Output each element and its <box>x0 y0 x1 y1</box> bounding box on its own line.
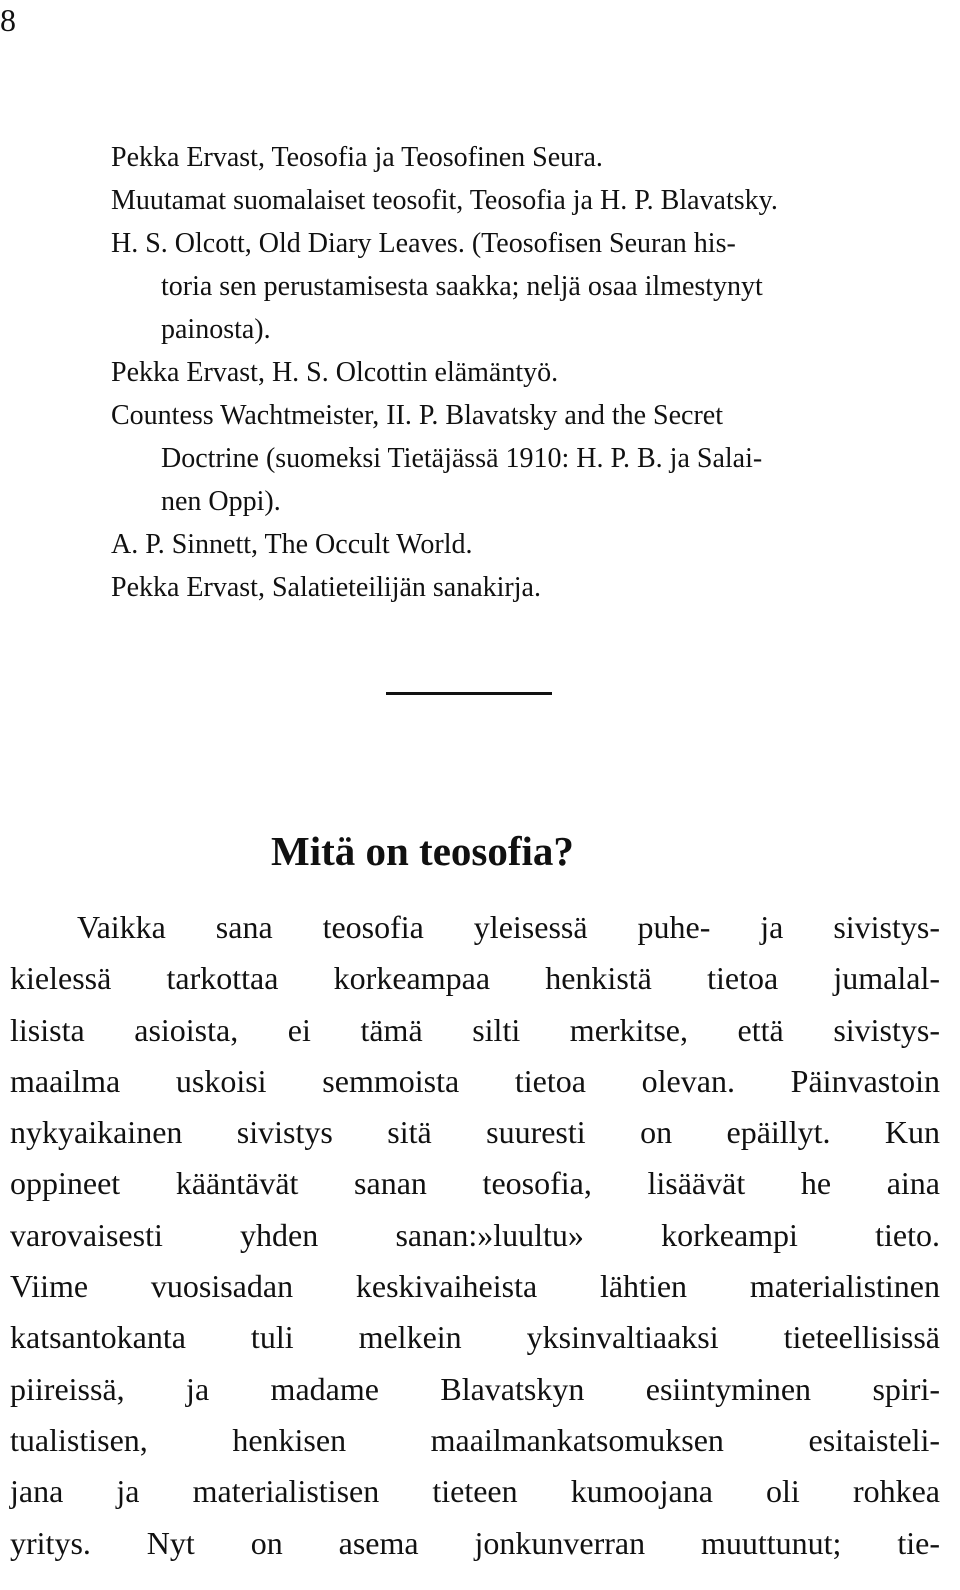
paragraph-line: jana ja materialistisen tieteen kumoojana oli rohkea <box>10 1473 940 1510</box>
paragraph-line: nykyaikainen sivistys sitä suuresti on epäillyt. Kun <box>10 1114 940 1151</box>
bibliography-entry: Muutamat suomalaiset teosofit, Teosofia ja H. P. Blavatsky. <box>111 185 778 216</box>
paragraph-line: oppineet kääntävät sanan teosofia, lisäävät he aina <box>10 1165 940 1202</box>
bibliography-entry: H. S. Olcott, Old Diary Leaves. (Teosofisen Seuran his- <box>111 228 736 259</box>
paragraph-line: kielessä tarkottaa korkeampaa henkistä tietoa jumalal- <box>10 960 940 997</box>
bibliography-entry: Pekka Ervast, Salatieteilijän sanakirja. <box>111 572 541 603</box>
paragraph-line: katsantokanta tuli melkein yksinvaltiaaksi tieteellisissä <box>10 1319 940 1356</box>
bibliography-entry: Pekka Ervast, Teosofia ja Teosofinen Seura. <box>111 142 603 173</box>
body-paragraph <box>10 902 940 1569</box>
paragraph-line: piireissä, ja madame Blavatskyn esiintyminen spiri- <box>10 1370 940 1407</box>
section-heading: Mitä on teosofia? <box>271 828 574 874</box>
paragraph-line: lisista asioista, ei tämä silti merkitse, että sivistys- <box>10 1011 940 1048</box>
paragraph-line: Viime vuosisadan keskivaiheista lähtien materialistinen <box>10 1268 940 1305</box>
bibliography-entry-continuation: painosta). <box>161 314 271 345</box>
bibliography-entry-continuation: Doctrine (suomeksi Tietäjässä 1910: H. P. B. ja Salai- <box>161 443 763 474</box>
paragraph-line: Vaikka sana teosofia yleisessä puhe- ja sivistys- <box>77 909 940 945</box>
paragraph-line: varovaisesti yhden sanan:»luultu» korkeampi tieto. <box>10 1216 940 1253</box>
paragraph-line: tualistisen, henkisen maailmankatsomuksen esitaisteli- <box>10 1421 940 1458</box>
bibliography-entry: A. P. Sinnett, The Occult World. <box>111 529 473 560</box>
paragraph-line: yritys. Nyt on asema jonkunverran muuttunut; tie- <box>10 1524 940 1561</box>
bibliography-entry-continuation: nen Oppi). <box>161 486 281 517</box>
bibliography-entry: Pekka Ervast, H. S. Olcottin elämäntyö. <box>111 357 559 388</box>
section-divider <box>386 692 552 695</box>
bibliography-list <box>111 136 941 609</box>
page-number: 8 <box>0 2 16 38</box>
paragraph-line: maailma uskoisi semmoista tietoa olevan. Päinvastoin <box>10 1062 940 1099</box>
bibliography-entry-continuation: toria sen perustamisesta saakka; neljä osaa ilmestynyt <box>161 271 763 302</box>
bibliography-entry: Countess Wachtmeister, II. P. Blavatsky and the Secret <box>111 400 723 431</box>
